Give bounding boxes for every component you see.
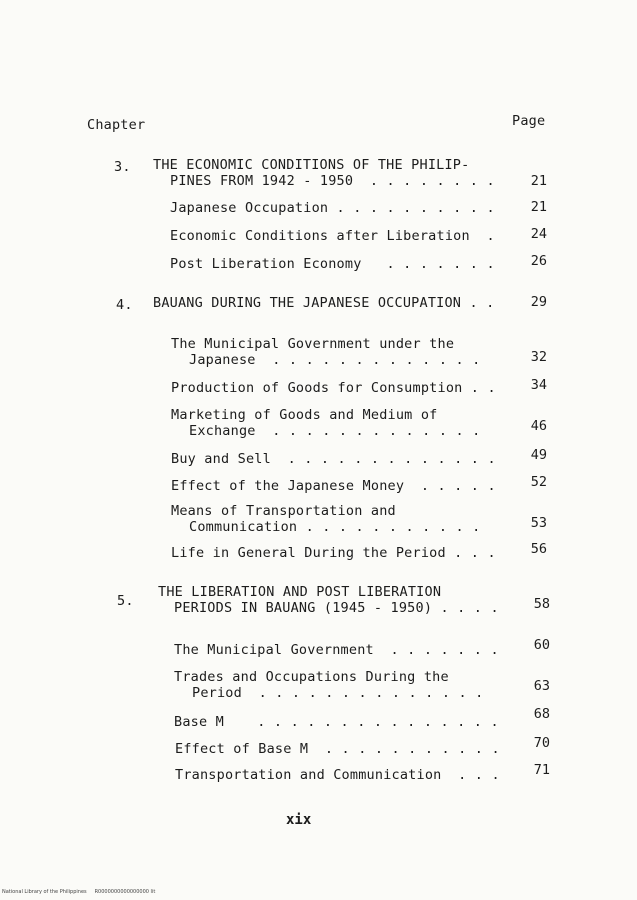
chapter-title-line1: THE ECONOMIC CONDITIONS OF THE PHILIP- (153, 157, 470, 173)
chapter-number: 3. (114, 159, 131, 175)
page-number: 32 (530, 349, 547, 365)
chapter-title-line2: PINES FROM 1942 - 1950 . . . . . . . . (170, 173, 495, 189)
section-title-line2: Japanese . . . . . . . . . . . . . (189, 352, 481, 368)
section-title: Buy and Sell . . . . . . . . . . . . . (171, 451, 496, 467)
section-title: Japanese Occupation . . . . . . . . . . (170, 200, 495, 216)
section-title-line2: Communication . . . . . . . . . . . (189, 519, 481, 535)
page-number: 60 (533, 637, 550, 653)
section-title: Effect of Base M . . . . . . . . . . . (175, 741, 500, 757)
chapter-column-label: Chapter (87, 117, 146, 133)
page-number: 68 (533, 706, 550, 722)
chapter-number: 4. (116, 297, 133, 313)
section-title: Effect of the Japanese Money . . . . . (171, 478, 496, 494)
section-title: The Municipal Government . . . . . . . (174, 642, 499, 658)
page-number: 58 (533, 596, 550, 612)
page-number: 52 (530, 474, 547, 490)
page-number: 21 (530, 199, 547, 215)
page-number: 34 (530, 377, 547, 393)
page-folio: xix (286, 812, 312, 828)
page-number: 21 (530, 173, 547, 189)
section-title: Economic Conditions after Liberation . (170, 228, 495, 244)
page-number: 46 (530, 418, 547, 434)
page-number: 24 (530, 226, 547, 242)
chapter-title-line1: THE LIBERATION AND POST LIBERATION (158, 584, 442, 600)
page-number: 53 (530, 515, 547, 531)
section-title: Transportation and Communication . . . (175, 767, 500, 783)
chapter-title-line2: PERIODS IN BAUANG (1945 - 1950) . . . . (174, 600, 499, 616)
section-title: Life in General During the Period . . . (171, 545, 496, 561)
section-title-line1: Marketing of Goods and Medium of (171, 407, 438, 423)
section-title: Production of Goods for Consumption . . (171, 380, 496, 396)
page-number: 26 (530, 253, 547, 269)
section-title-line2: Exchange . . . . . . . . . . . . . (189, 423, 481, 439)
section-title-line2: Period . . . . . . . . . . . . . . (192, 685, 484, 701)
page-number: 29 (530, 294, 547, 310)
chapter-number: 5. (117, 593, 134, 609)
section-title: Post Liberation Economy . . . . . . . (170, 256, 495, 272)
section-title-line1: The Municipal Government under the (171, 336, 455, 352)
section-title: Base M . . . . . . . . . . . . . . . (174, 714, 499, 730)
library-footer-note: National Library of the Philippines R0000000000000000 lit (2, 889, 156, 895)
chapter-title: BAUANG DURING THE JAPANESE OCCUPATION . . (153, 295, 495, 311)
section-title-line1: Means of Transportation and (171, 503, 396, 519)
page-column-label: Page (512, 113, 546, 129)
page-number: 71 (533, 762, 550, 778)
page-number: 49 (530, 447, 547, 463)
page-number: 70 (533, 735, 550, 751)
section-title-line1: Trades and Occupations During the (174, 669, 449, 685)
page-number: 63 (533, 678, 550, 694)
page-number: 56 (530, 541, 547, 557)
